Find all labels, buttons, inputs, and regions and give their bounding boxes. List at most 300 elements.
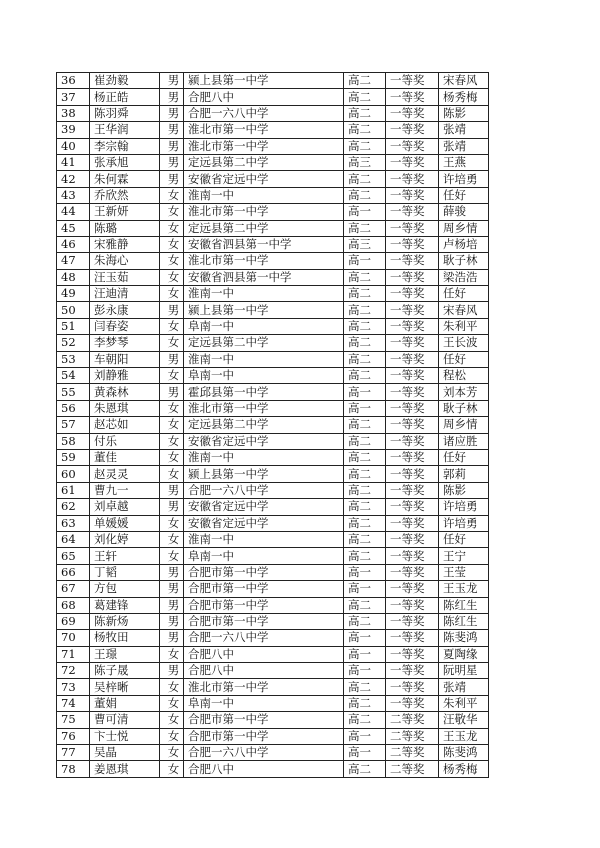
gender-cell: 男 — [160, 105, 184, 121]
teacher-cell: 刘本芳 — [439, 384, 489, 400]
grade-cell: 高二 — [344, 73, 386, 89]
gender-cell: 男 — [160, 597, 184, 613]
grade-cell: 高二 — [344, 761, 386, 777]
table-row — [57, 318, 489, 334]
gender-cell: 女 — [160, 400, 184, 416]
award-cell: 一等奖 — [386, 548, 439, 564]
student-name-cell: 付乐 — [90, 433, 160, 449]
school-cell: 合肥八中 — [184, 89, 344, 105]
teacher-cell: 任好 — [439, 187, 489, 203]
school-cell: 淮北市第一中学 — [184, 204, 344, 220]
award-cell: 一等奖 — [386, 269, 439, 285]
row-number-cell: 48 — [57, 269, 90, 285]
teacher-cell: 陈影 — [439, 105, 489, 121]
teacher-cell: 任好 — [439, 449, 489, 465]
row-number-cell: 37 — [57, 89, 90, 105]
award-cell: 一等奖 — [386, 220, 439, 236]
student-name-cell: 卞士悦 — [90, 728, 160, 744]
gender-cell: 女 — [160, 204, 184, 220]
table-row — [57, 597, 489, 613]
table-row — [57, 679, 489, 695]
table-row — [57, 646, 489, 662]
gender-cell: 女 — [160, 712, 184, 728]
grade-cell: 高二 — [344, 499, 386, 515]
teacher-cell: 梁浩浩 — [439, 269, 489, 285]
gender-cell: 女 — [160, 761, 184, 777]
table-row — [57, 417, 489, 433]
award-cell: 一等奖 — [386, 679, 439, 695]
table-row — [57, 581, 489, 597]
school-cell: 合肥一六八中学 — [184, 745, 344, 761]
grade-cell: 高二 — [344, 335, 386, 351]
gender-cell: 女 — [160, 335, 184, 351]
school-cell: 淮南一中 — [184, 449, 344, 465]
teacher-cell: 陈影 — [439, 482, 489, 498]
row-number-cell: 66 — [57, 564, 90, 580]
grade-cell: 高二 — [344, 220, 386, 236]
row-number-cell: 67 — [57, 581, 90, 597]
row-number-cell: 47 — [57, 253, 90, 269]
award-cell: 一等奖 — [386, 253, 439, 269]
school-cell: 颍上县第一中学 — [184, 302, 344, 318]
gender-cell: 男 — [160, 499, 184, 515]
grade-cell: 高一 — [344, 384, 386, 400]
gender-cell: 男 — [160, 384, 184, 400]
student-name-cell: 曹可清 — [90, 712, 160, 728]
school-cell: 阜南一中 — [184, 695, 344, 711]
award-cell: 一等奖 — [386, 564, 439, 580]
row-number-cell: 70 — [57, 630, 90, 646]
gender-cell: 男 — [160, 581, 184, 597]
school-cell: 阜南一中 — [184, 318, 344, 334]
grade-cell: 高一 — [344, 630, 386, 646]
student-name-cell: 汪迪清 — [90, 286, 160, 302]
school-cell: 淮北市第一中学 — [184, 400, 344, 416]
table-row — [57, 663, 489, 679]
award-cell: 一等奖 — [386, 171, 439, 187]
gender-cell: 女 — [160, 368, 184, 384]
row-number-cell: 46 — [57, 236, 90, 252]
table-row — [57, 515, 489, 531]
student-name-cell: 车朝阳 — [90, 351, 160, 367]
row-number-cell: 61 — [57, 482, 90, 498]
table-row — [57, 433, 489, 449]
teacher-cell: 张靖 — [439, 138, 489, 154]
grade-cell: 高二 — [344, 187, 386, 203]
teacher-cell: 汪敬华 — [439, 712, 489, 728]
grade-cell: 高二 — [344, 695, 386, 711]
school-cell: 安徽省泗县第一中学 — [184, 236, 344, 252]
table-row — [57, 613, 489, 629]
gender-cell: 女 — [160, 745, 184, 761]
table-row — [57, 564, 489, 580]
gender-cell: 男 — [160, 89, 184, 105]
table-row — [57, 548, 489, 564]
student-name-cell: 宋雅静 — [90, 236, 160, 252]
school-cell: 霍邱县第一中学 — [184, 384, 344, 400]
award-cell: 一等奖 — [386, 400, 439, 416]
award-cell: 一等奖 — [386, 335, 439, 351]
gender-cell: 女 — [160, 286, 184, 302]
school-cell: 合肥八中 — [184, 761, 344, 777]
table-row — [57, 499, 489, 515]
grade-cell: 高二 — [344, 269, 386, 285]
grade-cell: 高一 — [344, 745, 386, 761]
school-cell: 定远县第二中学 — [184, 154, 344, 170]
row-number-cell: 57 — [57, 417, 90, 433]
row-number-cell: 41 — [57, 154, 90, 170]
school-cell: 合肥市第一中学 — [184, 597, 344, 613]
table-row — [57, 253, 489, 269]
gender-cell: 女 — [160, 466, 184, 482]
school-cell: 淮北市第一中学 — [184, 253, 344, 269]
teacher-cell: 郭莉 — [439, 466, 489, 482]
student-name-cell: 吴晶 — [90, 745, 160, 761]
teacher-cell: 阮明星 — [439, 663, 489, 679]
gender-cell: 女 — [160, 679, 184, 695]
teacher-cell: 张靖 — [439, 122, 489, 138]
row-number-cell: 54 — [57, 368, 90, 384]
student-name-cell: 王璟 — [90, 646, 160, 662]
table-row — [57, 122, 489, 138]
student-name-cell: 刘化婷 — [90, 531, 160, 547]
award-cell: 一等奖 — [386, 73, 439, 89]
school-cell: 定远县第二中学 — [184, 335, 344, 351]
school-cell: 合肥一六八中学 — [184, 482, 344, 498]
table-row — [57, 204, 489, 220]
table-row — [57, 482, 489, 498]
row-number-cell: 68 — [57, 597, 90, 613]
student-name-cell: 赵灵灵 — [90, 466, 160, 482]
student-name-cell: 董娟 — [90, 695, 160, 711]
teacher-cell: 陈斐鸿 — [439, 630, 489, 646]
gender-cell: 女 — [160, 695, 184, 711]
school-cell: 淮北市第一中学 — [184, 138, 344, 154]
teacher-cell: 宋春风 — [439, 73, 489, 89]
row-number-cell: 64 — [57, 531, 90, 547]
gender-cell: 男 — [160, 302, 184, 318]
award-cell: 二等奖 — [386, 712, 439, 728]
row-number-cell: 42 — [57, 171, 90, 187]
award-cell: 一等奖 — [386, 138, 439, 154]
table-row — [57, 630, 489, 646]
teacher-cell: 耿子林 — [439, 400, 489, 416]
grade-cell: 高二 — [344, 138, 386, 154]
table-row — [57, 728, 489, 744]
grade-cell: 高一 — [344, 581, 386, 597]
teacher-cell: 薛骏 — [439, 204, 489, 220]
student-name-cell: 李梦琴 — [90, 335, 160, 351]
gender-cell: 男 — [160, 138, 184, 154]
school-cell: 颍上县第一中学 — [184, 73, 344, 89]
award-cell: 一等奖 — [386, 154, 439, 170]
row-number-cell: 73 — [57, 679, 90, 695]
award-cell: 一等奖 — [386, 302, 439, 318]
grade-cell: 高二 — [344, 368, 386, 384]
teacher-cell: 任好 — [439, 351, 489, 367]
row-number-cell: 65 — [57, 548, 90, 564]
row-number-cell: 36 — [57, 73, 90, 89]
grade-cell: 高二 — [344, 449, 386, 465]
school-cell: 合肥市第一中学 — [184, 564, 344, 580]
table-row — [57, 695, 489, 711]
teacher-cell: 张靖 — [439, 679, 489, 695]
award-cell: 一等奖 — [386, 351, 439, 367]
student-name-cell: 姜恩琪 — [90, 761, 160, 777]
gender-cell: 女 — [160, 269, 184, 285]
teacher-cell: 陈红生 — [439, 597, 489, 613]
school-cell: 颍上县第一中学 — [184, 466, 344, 482]
gender-cell: 女 — [160, 531, 184, 547]
student-name-cell: 杨牧田 — [90, 630, 160, 646]
award-cell: 一等奖 — [386, 515, 439, 531]
gender-cell: 男 — [160, 351, 184, 367]
table-row — [57, 138, 489, 154]
row-number-cell: 63 — [57, 515, 90, 531]
school-cell: 安徽省定远中学 — [184, 515, 344, 531]
row-number-cell: 69 — [57, 613, 90, 629]
gender-cell: 男 — [160, 73, 184, 89]
teacher-cell: 陈斐鸿 — [439, 745, 489, 761]
table-row — [57, 368, 489, 384]
grade-cell: 高一 — [344, 663, 386, 679]
teacher-cell: 王宁 — [439, 548, 489, 564]
row-number-cell: 74 — [57, 695, 90, 711]
row-number-cell: 58 — [57, 433, 90, 449]
school-cell: 安徽省泗县第一中学 — [184, 269, 344, 285]
award-cell: 二等奖 — [386, 761, 439, 777]
grade-cell: 高二 — [344, 597, 386, 613]
teacher-cell: 王玉龙 — [439, 581, 489, 597]
table-row — [57, 712, 489, 728]
award-cell: 一等奖 — [386, 531, 439, 547]
school-cell: 合肥市第一中学 — [184, 728, 344, 744]
row-number-cell: 39 — [57, 122, 90, 138]
grade-cell: 高二 — [344, 105, 386, 121]
teacher-cell: 王玉龙 — [439, 728, 489, 744]
student-name-cell: 陈羽舜 — [90, 105, 160, 121]
award-cell: 一等奖 — [386, 286, 439, 302]
award-cell: 一等奖 — [386, 695, 439, 711]
student-name-cell: 王轩 — [90, 548, 160, 564]
student-name-cell: 王华润 — [90, 122, 160, 138]
school-cell: 安徽省定远中学 — [184, 499, 344, 515]
gender-cell: 女 — [160, 318, 184, 334]
grade-cell: 高一 — [344, 253, 386, 269]
grade-cell: 高二 — [344, 417, 386, 433]
student-name-cell: 彭永康 — [90, 302, 160, 318]
grade-cell: 高一 — [344, 564, 386, 580]
table-row — [57, 400, 489, 416]
award-cell: 一等奖 — [386, 482, 439, 498]
row-number-cell: 56 — [57, 400, 90, 416]
student-name-cell: 朱何霖 — [90, 171, 160, 187]
school-cell: 淮南一中 — [184, 351, 344, 367]
gender-cell: 男 — [160, 613, 184, 629]
row-number-cell: 76 — [57, 728, 90, 744]
student-name-cell: 黄森林 — [90, 384, 160, 400]
table-row — [57, 89, 489, 105]
teacher-cell: 周乡情 — [439, 220, 489, 236]
award-cell: 一等奖 — [386, 204, 439, 220]
gender-cell: 女 — [160, 220, 184, 236]
award-cell: 一等奖 — [386, 663, 439, 679]
gender-cell: 女 — [160, 548, 184, 564]
school-cell: 淮北市第一中学 — [184, 679, 344, 695]
student-name-cell: 崔劲毅 — [90, 73, 160, 89]
grade-cell: 高二 — [344, 515, 386, 531]
school-cell: 合肥八中 — [184, 663, 344, 679]
grade-cell: 高二 — [344, 548, 386, 564]
row-number-cell: 38 — [57, 105, 90, 121]
table-row — [57, 351, 489, 367]
teacher-cell: 任好 — [439, 286, 489, 302]
grade-cell: 高二 — [344, 318, 386, 334]
row-number-cell: 78 — [57, 761, 90, 777]
school-cell: 淮北市第一中学 — [184, 122, 344, 138]
teacher-cell: 卢杨培 — [439, 236, 489, 252]
table-row — [57, 105, 489, 121]
school-cell: 合肥八中 — [184, 646, 344, 662]
award-cell: 二等奖 — [386, 745, 439, 761]
student-name-cell: 方包 — [90, 581, 160, 597]
award-cell: 一等奖 — [386, 187, 439, 203]
grade-cell: 高二 — [344, 351, 386, 367]
award-roster-body — [57, 73, 489, 778]
table-row — [57, 335, 489, 351]
student-name-cell: 朱恩琪 — [90, 400, 160, 416]
gender-cell: 女 — [160, 515, 184, 531]
teacher-cell: 耿子林 — [439, 253, 489, 269]
gender-cell: 男 — [160, 154, 184, 170]
row-number-cell: 62 — [57, 499, 90, 515]
student-name-cell: 刘卓越 — [90, 499, 160, 515]
table-row — [57, 531, 489, 547]
award-cell: 一等奖 — [386, 581, 439, 597]
grade-cell: 高一 — [344, 646, 386, 662]
school-cell: 阜南一中 — [184, 548, 344, 564]
gender-cell: 女 — [160, 253, 184, 269]
grade-cell: 高二 — [344, 171, 386, 187]
gender-cell: 男 — [160, 564, 184, 580]
table-row — [57, 220, 489, 236]
student-name-cell: 吴梓晰 — [90, 679, 160, 695]
teacher-cell: 王燕 — [439, 154, 489, 170]
student-name-cell: 汪玉茹 — [90, 269, 160, 285]
teacher-cell: 宋春风 — [439, 302, 489, 318]
student-name-cell: 刘静雅 — [90, 368, 160, 384]
grade-cell: 高二 — [344, 712, 386, 728]
grade-cell: 高二 — [344, 531, 386, 547]
student-name-cell: 赵芯如 — [90, 417, 160, 433]
school-cell: 合肥一六八中学 — [184, 105, 344, 121]
table-row — [57, 466, 489, 482]
teacher-cell: 许培勇 — [439, 515, 489, 531]
row-number-cell: 60 — [57, 466, 90, 482]
teacher-cell: 夏陶缘 — [439, 646, 489, 662]
student-name-cell: 王新妍 — [90, 204, 160, 220]
award-cell: 一等奖 — [386, 105, 439, 121]
grade-cell: 高三 — [344, 236, 386, 252]
award-roster-table — [56, 72, 489, 778]
student-name-cell: 李宗翰 — [90, 138, 160, 154]
grade-cell: 高二 — [344, 679, 386, 695]
row-number-cell: 43 — [57, 187, 90, 203]
row-number-cell: 51 — [57, 318, 90, 334]
award-cell: 一等奖 — [386, 417, 439, 433]
row-number-cell: 77 — [57, 745, 90, 761]
award-cell: 二等奖 — [386, 728, 439, 744]
teacher-cell: 王莹 — [439, 564, 489, 580]
teacher-cell: 杨秀梅 — [439, 89, 489, 105]
gender-cell: 男 — [160, 482, 184, 498]
award-cell: 一等奖 — [386, 499, 439, 515]
gender-cell: 男 — [160, 630, 184, 646]
school-cell: 合肥市第一中学 — [184, 712, 344, 728]
school-cell: 合肥一六八中学 — [184, 630, 344, 646]
award-cell: 一等奖 — [386, 646, 439, 662]
grade-cell: 高二 — [344, 286, 386, 302]
row-number-cell: 55 — [57, 384, 90, 400]
student-name-cell: 董佳 — [90, 449, 160, 465]
school-cell: 安徽省定远中学 — [184, 433, 344, 449]
table-row — [57, 171, 489, 187]
row-number-cell: 72 — [57, 663, 90, 679]
award-cell: 一等奖 — [386, 318, 439, 334]
award-cell: 一等奖 — [386, 236, 439, 252]
award-cell: 一等奖 — [386, 597, 439, 613]
student-name-cell: 张承旭 — [90, 154, 160, 170]
table-row — [57, 449, 489, 465]
teacher-cell: 周乡情 — [439, 417, 489, 433]
award-cell: 一等奖 — [386, 613, 439, 629]
award-cell: 一等奖 — [386, 449, 439, 465]
student-name-cell: 葛建锋 — [90, 597, 160, 613]
teacher-cell: 任好 — [439, 531, 489, 547]
award-cell: 一等奖 — [386, 89, 439, 105]
grade-cell: 高二 — [344, 302, 386, 318]
table-row — [57, 384, 489, 400]
student-name-cell: 陈璐 — [90, 220, 160, 236]
row-number-cell: 45 — [57, 220, 90, 236]
student-name-cell: 杨正皓 — [90, 89, 160, 105]
gender-cell: 男 — [160, 663, 184, 679]
teacher-cell: 朱利平 — [439, 695, 489, 711]
table-row — [57, 269, 489, 285]
teacher-cell: 朱利平 — [439, 318, 489, 334]
gender-cell: 女 — [160, 646, 184, 662]
grade-cell: 高二 — [344, 89, 386, 105]
teacher-cell: 程松 — [439, 368, 489, 384]
row-number-cell: 52 — [57, 335, 90, 351]
award-cell: 一等奖 — [386, 433, 439, 449]
row-number-cell: 44 — [57, 204, 90, 220]
row-number-cell: 71 — [57, 646, 90, 662]
table-row — [57, 187, 489, 203]
table-row — [57, 73, 489, 89]
school-cell: 安徽省定远中学 — [184, 171, 344, 187]
grade-cell: 高一 — [344, 400, 386, 416]
table-row — [57, 286, 489, 302]
award-cell: 一等奖 — [386, 368, 439, 384]
gender-cell: 女 — [160, 187, 184, 203]
row-number-cell: 50 — [57, 302, 90, 318]
teacher-cell: 许培勇 — [439, 171, 489, 187]
school-cell: 淮南一中 — [184, 286, 344, 302]
student-name-cell: 乔欣然 — [90, 187, 160, 203]
school-cell: 淮南一中 — [184, 187, 344, 203]
school-cell: 阜南一中 — [184, 368, 344, 384]
